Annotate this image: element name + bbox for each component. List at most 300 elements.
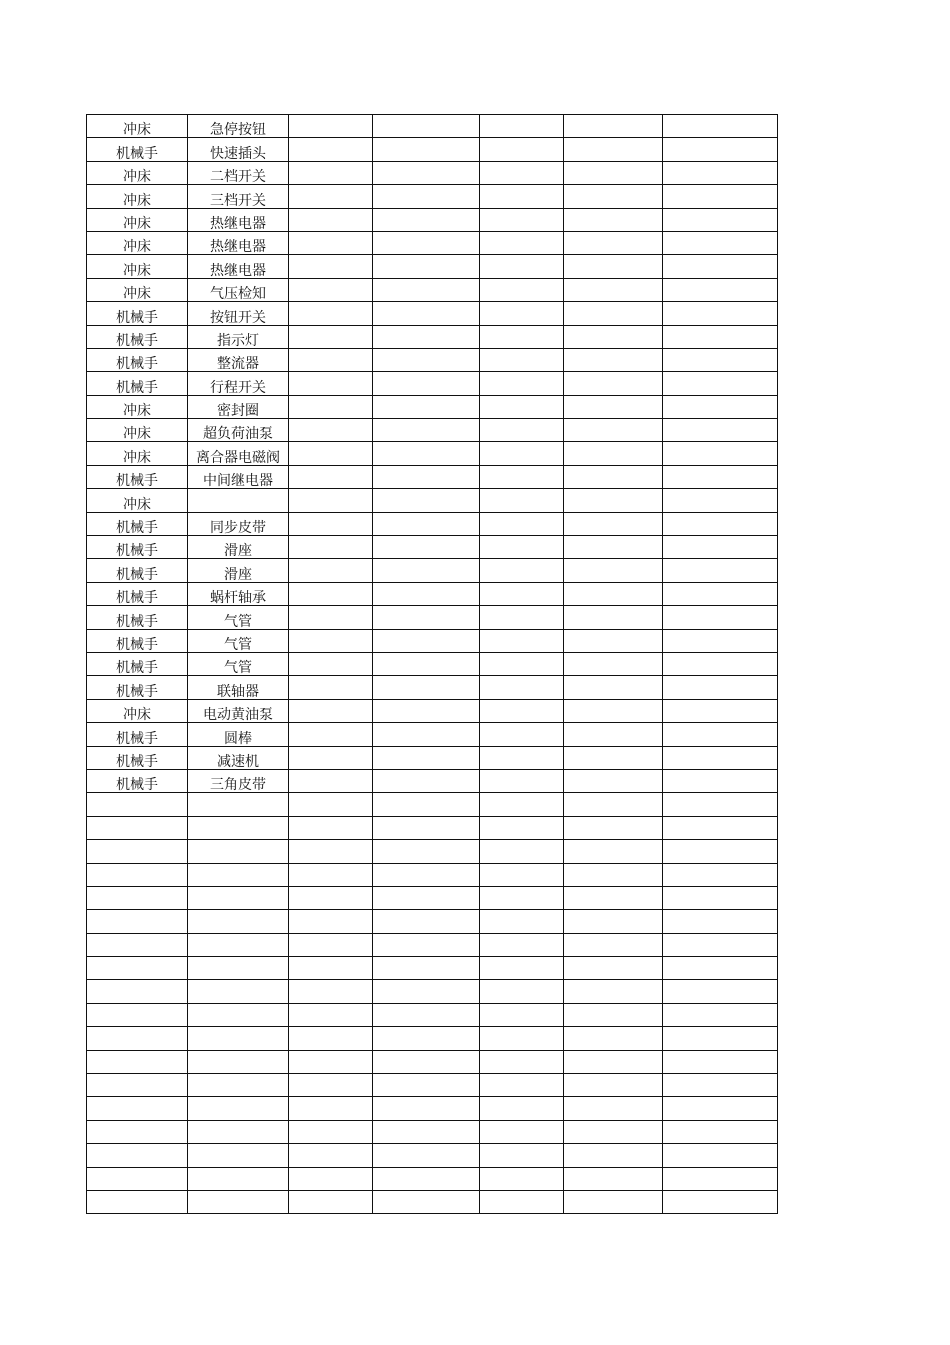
empty-cell — [289, 419, 373, 442]
machine-cell: 机械手 — [87, 302, 188, 325]
empty-cell — [289, 465, 373, 488]
machine-cell: 机械手 — [87, 582, 188, 605]
empty-cell — [480, 231, 564, 254]
table-row — [87, 676, 778, 699]
empty-cell — [480, 1120, 564, 1143]
empty-cell — [564, 1003, 663, 1026]
empty-cell — [663, 512, 778, 535]
empty-cell — [289, 933, 373, 956]
machine-cell: 冲床 — [87, 115, 188, 138]
table-row — [87, 886, 778, 909]
machine-cell: 机械手 — [87, 769, 188, 792]
empty-cell — [564, 629, 663, 652]
table-row — [87, 746, 778, 769]
empty-cell — [289, 723, 373, 746]
empty-cell — [663, 372, 778, 395]
machine-cell — [87, 980, 188, 1003]
empty-cell — [663, 676, 778, 699]
table-row — [87, 863, 778, 886]
empty-cell — [663, 910, 778, 933]
empty-cell — [564, 676, 663, 699]
empty-cell — [663, 395, 778, 418]
empty-cell — [289, 676, 373, 699]
machine-cell — [87, 840, 188, 863]
table-row — [87, 1074, 778, 1097]
empty-cell — [564, 1120, 663, 1143]
empty-cell — [564, 980, 663, 1003]
empty-cell — [564, 1190, 663, 1213]
empty-cell — [373, 559, 480, 582]
empty-cell — [373, 138, 480, 161]
table-row — [87, 769, 778, 792]
parts-table — [86, 114, 778, 1214]
empty-cell — [289, 1120, 373, 1143]
empty-cell — [373, 372, 480, 395]
machine-cell — [87, 816, 188, 839]
machine-cell — [87, 1144, 188, 1167]
empty-cell — [289, 793, 373, 816]
empty-cell — [480, 1144, 564, 1167]
empty-cell — [564, 559, 663, 582]
table-row — [87, 1167, 778, 1190]
empty-cell — [564, 255, 663, 278]
part-name-cell — [188, 1190, 289, 1213]
empty-cell — [480, 278, 564, 301]
empty-cell — [373, 512, 480, 535]
part-name-cell: 同步皮带 — [188, 512, 289, 535]
empty-cell — [373, 746, 480, 769]
empty-cell — [373, 536, 480, 559]
empty-cell — [289, 302, 373, 325]
part-name-cell: 滑座 — [188, 536, 289, 559]
machine-cell: 机械手 — [87, 559, 188, 582]
machine-cell — [87, 1027, 188, 1050]
empty-cell — [289, 910, 373, 933]
empty-cell — [663, 816, 778, 839]
empty-cell — [663, 442, 778, 465]
machine-cell: 机械手 — [87, 465, 188, 488]
machine-cell — [87, 793, 188, 816]
empty-cell — [480, 957, 564, 980]
machine-cell: 冲床 — [87, 419, 188, 442]
empty-cell — [480, 302, 564, 325]
empty-cell — [564, 372, 663, 395]
empty-cell — [480, 676, 564, 699]
empty-cell — [373, 933, 480, 956]
machine-cell: 机械手 — [87, 372, 188, 395]
machine-cell — [87, 1120, 188, 1143]
table-row — [87, 1144, 778, 1167]
part-name-cell: 联轴器 — [188, 676, 289, 699]
empty-cell — [564, 512, 663, 535]
part-name-cell: 蜗杆轴承 — [188, 582, 289, 605]
empty-cell — [564, 419, 663, 442]
empty-cell — [480, 746, 564, 769]
empty-cell — [564, 1027, 663, 1050]
empty-cell — [289, 231, 373, 254]
empty-cell — [373, 115, 480, 138]
part-name-cell — [188, 793, 289, 816]
table-row — [87, 980, 778, 1003]
empty-cell — [663, 559, 778, 582]
table-row — [87, 933, 778, 956]
empty-cell — [480, 652, 564, 675]
machine-cell — [87, 1050, 188, 1073]
part-name-cell: 整流器 — [188, 348, 289, 371]
part-name-cell: 气管 — [188, 652, 289, 675]
empty-cell — [373, 161, 480, 184]
empty-cell — [289, 536, 373, 559]
empty-cell — [373, 465, 480, 488]
empty-cell — [564, 582, 663, 605]
empty-cell — [663, 489, 778, 512]
empty-cell — [289, 816, 373, 839]
machine-cell: 机械手 — [87, 676, 188, 699]
empty-cell — [564, 231, 663, 254]
empty-cell — [480, 1167, 564, 1190]
empty-cell — [289, 840, 373, 863]
table-row — [87, 1027, 778, 1050]
empty-cell — [480, 559, 564, 582]
empty-cell — [663, 255, 778, 278]
empty-cell — [373, 980, 480, 1003]
part-name-cell: 二档开关 — [188, 161, 289, 184]
empty-cell — [480, 1003, 564, 1026]
empty-cell — [289, 208, 373, 231]
part-name-cell: 减速机 — [188, 746, 289, 769]
table-row — [87, 161, 778, 184]
empty-cell — [373, 699, 480, 722]
empty-cell — [564, 325, 663, 348]
empty-cell — [663, 138, 778, 161]
empty-cell — [564, 816, 663, 839]
empty-cell — [663, 957, 778, 980]
empty-cell — [480, 816, 564, 839]
machine-cell — [87, 1003, 188, 1026]
empty-cell — [564, 465, 663, 488]
empty-cell — [663, 606, 778, 629]
machine-cell: 冲床 — [87, 278, 188, 301]
empty-cell — [663, 582, 778, 605]
empty-cell — [564, 886, 663, 909]
empty-cell — [289, 278, 373, 301]
part-name-cell: 滑座 — [188, 559, 289, 582]
empty-cell — [289, 161, 373, 184]
table-row — [87, 1050, 778, 1073]
empty-cell — [480, 536, 564, 559]
empty-cell — [564, 185, 663, 208]
empty-cell — [480, 161, 564, 184]
empty-cell — [480, 629, 564, 652]
empty-cell — [564, 442, 663, 465]
part-name-cell — [188, 816, 289, 839]
empty-cell — [373, 231, 480, 254]
empty-cell — [663, 1097, 778, 1120]
machine-cell: 冲床 — [87, 442, 188, 465]
part-name-cell: 气压检知 — [188, 278, 289, 301]
empty-cell — [663, 185, 778, 208]
empty-cell — [373, 325, 480, 348]
part-name-cell: 按钮开关 — [188, 302, 289, 325]
empty-cell — [663, 699, 778, 722]
table-body — [87, 115, 778, 1214]
table-row — [87, 582, 778, 605]
empty-cell — [289, 1027, 373, 1050]
empty-cell — [663, 1167, 778, 1190]
empty-cell — [289, 606, 373, 629]
table-row — [87, 652, 778, 675]
part-name-cell — [188, 980, 289, 1003]
machine-cell: 冲床 — [87, 255, 188, 278]
empty-cell — [289, 1003, 373, 1026]
empty-cell — [373, 1120, 480, 1143]
empty-cell — [480, 115, 564, 138]
part-name-cell: 中间继电器 — [188, 465, 289, 488]
empty-cell — [289, 489, 373, 512]
part-name-cell: 密封圈 — [188, 395, 289, 418]
empty-cell — [564, 652, 663, 675]
empty-cell — [289, 372, 373, 395]
machine-cell: 冲床 — [87, 231, 188, 254]
empty-cell — [480, 1097, 564, 1120]
part-name-cell — [188, 840, 289, 863]
empty-cell — [289, 1050, 373, 1073]
empty-cell — [373, 910, 480, 933]
machine-cell — [87, 910, 188, 933]
empty-cell — [564, 208, 663, 231]
machine-cell: 机械手 — [87, 606, 188, 629]
empty-cell — [289, 1167, 373, 1190]
empty-cell — [663, 629, 778, 652]
table-row — [87, 1120, 778, 1143]
empty-cell — [564, 161, 663, 184]
empty-cell — [564, 863, 663, 886]
part-name-cell: 电动黄油泵 — [188, 699, 289, 722]
empty-cell — [564, 723, 663, 746]
empty-cell — [663, 419, 778, 442]
empty-cell — [564, 1167, 663, 1190]
empty-cell — [373, 582, 480, 605]
part-name-cell: 热继电器 — [188, 208, 289, 231]
empty-cell — [480, 699, 564, 722]
empty-cell — [289, 185, 373, 208]
part-name-cell: 三档开关 — [188, 185, 289, 208]
empty-cell — [480, 442, 564, 465]
empty-cell — [289, 512, 373, 535]
empty-cell — [480, 886, 564, 909]
machine-cell: 机械手 — [87, 348, 188, 371]
table-row — [87, 442, 778, 465]
empty-cell — [663, 723, 778, 746]
empty-cell — [564, 1097, 663, 1120]
part-name-cell: 指示灯 — [188, 325, 289, 348]
table-row — [87, 465, 778, 488]
table-row — [87, 419, 778, 442]
empty-cell — [480, 1027, 564, 1050]
empty-cell — [373, 840, 480, 863]
machine-cell: 机械手 — [87, 512, 188, 535]
table-row — [87, 348, 778, 371]
empty-cell — [663, 746, 778, 769]
empty-cell — [289, 1097, 373, 1120]
part-name-cell: 快速插头 — [188, 138, 289, 161]
empty-cell — [480, 1190, 564, 1213]
empty-cell — [663, 980, 778, 1003]
part-name-cell: 热继电器 — [188, 255, 289, 278]
empty-cell — [289, 746, 373, 769]
machine-cell — [87, 1097, 188, 1120]
table-row — [87, 395, 778, 418]
empty-cell — [480, 208, 564, 231]
table-row — [87, 606, 778, 629]
table-row — [87, 699, 778, 722]
empty-cell — [564, 746, 663, 769]
empty-cell — [564, 699, 663, 722]
machine-cell: 冲床 — [87, 395, 188, 418]
empty-cell — [373, 723, 480, 746]
empty-cell — [289, 255, 373, 278]
empty-cell — [480, 606, 564, 629]
empty-cell — [564, 115, 663, 138]
empty-cell — [373, 255, 480, 278]
part-name-cell — [188, 1120, 289, 1143]
empty-cell — [373, 886, 480, 909]
table-row — [87, 723, 778, 746]
empty-cell — [480, 185, 564, 208]
empty-cell — [663, 1003, 778, 1026]
empty-cell — [480, 512, 564, 535]
empty-cell — [373, 442, 480, 465]
empty-cell — [373, 769, 480, 792]
part-name-cell: 三角皮带 — [188, 769, 289, 792]
empty-cell — [289, 863, 373, 886]
table-row — [87, 816, 778, 839]
empty-cell — [480, 840, 564, 863]
empty-cell — [373, 419, 480, 442]
empty-cell — [373, 652, 480, 675]
empty-cell — [564, 933, 663, 956]
empty-cell — [289, 886, 373, 909]
empty-cell — [663, 325, 778, 348]
empty-cell — [373, 1190, 480, 1213]
empty-cell — [480, 723, 564, 746]
empty-cell — [564, 348, 663, 371]
part-name-cell: 气管 — [188, 606, 289, 629]
empty-cell — [373, 816, 480, 839]
empty-cell — [480, 910, 564, 933]
empty-cell — [663, 793, 778, 816]
table-row — [87, 138, 778, 161]
empty-cell — [289, 957, 373, 980]
empty-cell — [480, 793, 564, 816]
part-name-cell — [188, 933, 289, 956]
empty-cell — [289, 1144, 373, 1167]
empty-cell — [289, 325, 373, 348]
empty-cell — [564, 278, 663, 301]
table-row — [87, 559, 778, 582]
table-row — [87, 325, 778, 348]
empty-cell — [564, 910, 663, 933]
empty-cell — [480, 372, 564, 395]
part-name-cell: 行程开关 — [188, 372, 289, 395]
empty-cell — [289, 699, 373, 722]
table-row — [87, 302, 778, 325]
part-name-cell — [188, 1144, 289, 1167]
table-row — [87, 536, 778, 559]
part-name-cell — [188, 1050, 289, 1073]
part-name-cell — [188, 1097, 289, 1120]
empty-cell — [663, 231, 778, 254]
empty-cell — [663, 1120, 778, 1143]
empty-cell — [564, 793, 663, 816]
empty-cell — [663, 115, 778, 138]
table-row — [87, 1190, 778, 1213]
empty-cell — [663, 536, 778, 559]
empty-cell — [373, 348, 480, 371]
empty-cell — [663, 1074, 778, 1097]
machine-cell — [87, 957, 188, 980]
machine-cell — [87, 863, 188, 886]
part-name-cell: 热继电器 — [188, 231, 289, 254]
empty-cell — [480, 419, 564, 442]
machine-cell: 机械手 — [87, 652, 188, 675]
empty-cell — [564, 302, 663, 325]
empty-cell — [373, 1003, 480, 1026]
machine-cell — [87, 1190, 188, 1213]
table-row — [87, 278, 778, 301]
part-name-cell: 离合器电磁阀 — [188, 442, 289, 465]
empty-cell — [663, 302, 778, 325]
machine-cell: 冲床 — [87, 699, 188, 722]
empty-cell — [663, 840, 778, 863]
empty-cell — [663, 933, 778, 956]
part-name-cell — [188, 863, 289, 886]
table-row — [87, 185, 778, 208]
empty-cell — [289, 629, 373, 652]
empty-cell — [663, 886, 778, 909]
table-row — [87, 489, 778, 512]
empty-cell — [564, 536, 663, 559]
empty-cell — [564, 957, 663, 980]
part-name-cell — [188, 1003, 289, 1026]
empty-cell — [373, 1050, 480, 1073]
empty-cell — [289, 980, 373, 1003]
part-name-cell — [188, 957, 289, 980]
empty-cell — [663, 769, 778, 792]
empty-cell — [480, 769, 564, 792]
empty-cell — [289, 769, 373, 792]
table-row — [87, 910, 778, 933]
empty-cell — [564, 395, 663, 418]
machine-cell: 机械手 — [87, 325, 188, 348]
empty-cell — [289, 1190, 373, 1213]
empty-cell — [373, 185, 480, 208]
table-row — [87, 840, 778, 863]
empty-cell — [663, 652, 778, 675]
empty-cell — [373, 863, 480, 886]
empty-cell — [289, 582, 373, 605]
empty-cell — [480, 348, 564, 371]
empty-cell — [373, 957, 480, 980]
empty-cell — [480, 1074, 564, 1097]
part-name-cell — [188, 910, 289, 933]
empty-cell — [480, 1050, 564, 1073]
empty-cell — [663, 1027, 778, 1050]
empty-cell — [373, 302, 480, 325]
empty-cell — [480, 980, 564, 1003]
table-row — [87, 115, 778, 138]
empty-cell — [663, 161, 778, 184]
